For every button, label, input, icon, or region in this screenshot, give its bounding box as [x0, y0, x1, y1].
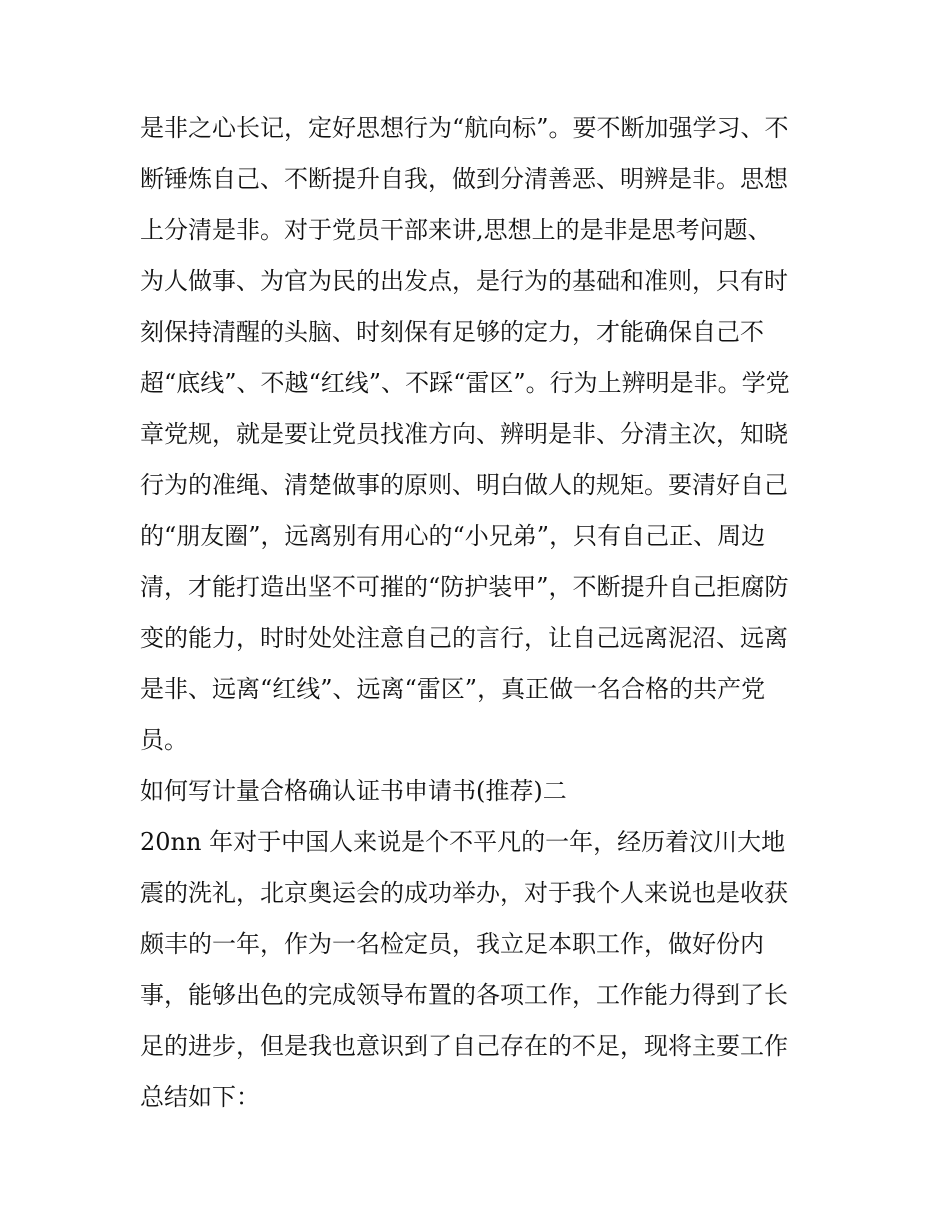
- text-line: 刻保持清醒的头脑、时刻保有足够的定力，才能确保自己不: [140, 318, 764, 346]
- text-line: 震的洗礼，北京奥运会的成功举办，对于我个人来说也是收获: [140, 879, 788, 907]
- text-line: 为人做事、为官为民的出发点，是行为的基础和准则，只有时: [140, 267, 788, 295]
- text-line: 20nn 年对于中国人来说是个不平凡的一年，经历着汶川大地: [140, 828, 786, 856]
- text-line: 行为的准绳、清楚做事的原则、明白做人的规矩。要清好自己: [140, 471, 788, 499]
- text-line: 上分清是非。对于党员干部来讲,思想上的是非是思考问题、: [140, 216, 772, 244]
- text-line: 超“底线”、不越“红线”、不踩“雷区”。行为上辨明是非。学党: [140, 369, 790, 397]
- document-body: [140, 103, 820, 1123]
- text-line: 是非、远离“红线”、远离“雷区”，真正做一名合格的共产党: [140, 675, 766, 703]
- text-line: 章党规，就是要让党员找准方向、辨明是非、分清主次，知晓: [140, 420, 788, 448]
- text-line: 员。: [140, 726, 188, 754]
- text-line: 变的能力，时时处处注意自己的言行，让自己远离泥沼、远离: [140, 624, 788, 652]
- text-line: 的“朋友圈”，远离别有用心的“小兄弟”，只有自己正、周边: [140, 522, 766, 550]
- text-line: 清，才能打造出坚不可摧的“防护装甲”，不断提升自己拒腐防: [140, 573, 789, 601]
- text-line: 断锤炼自己、不断提升自我，做到分清善恶、明辨是非。思想: [140, 165, 788, 193]
- text-line: 足的进步，但是我也意识到了自己存在的不足，现将主要工作: [140, 1032, 788, 1060]
- text-line: 是非之心长记，定好思想行为“航向标”。要不断加强学习、不: [140, 114, 789, 142]
- text-line: 总结如下：: [140, 1083, 260, 1111]
- text-line: 事，能够出色的完成领导布置的各项工作，工作能力得到了长: [140, 981, 788, 1009]
- text-line: 颇丰的一年，作为一名检定员，我立足本职工作，做好份内: [140, 930, 764, 958]
- section-heading: 如何写计量合格确认证书申请书(推荐)二: [140, 777, 567, 805]
